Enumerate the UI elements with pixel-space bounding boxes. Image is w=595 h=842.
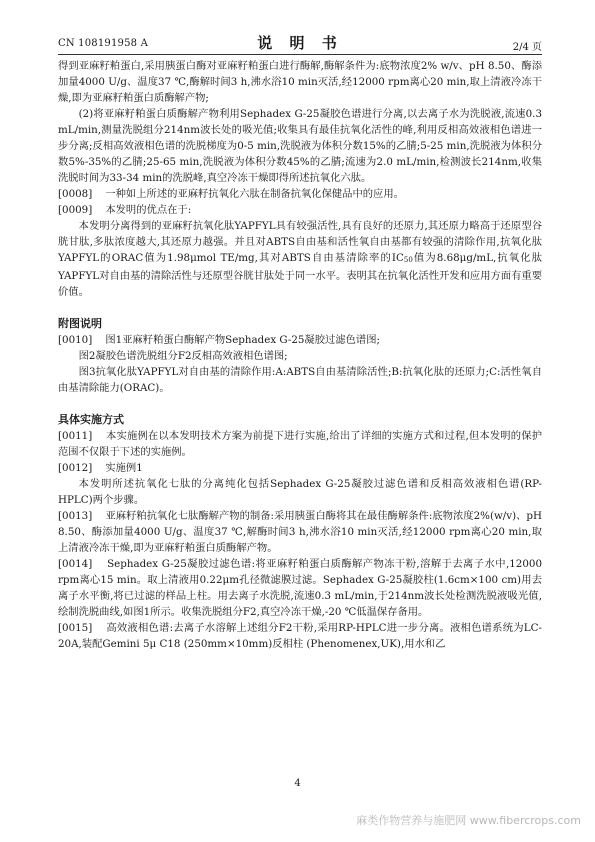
paragraph-0011: [58, 428, 542, 460]
paragraph-0014: [58, 556, 542, 620]
watermark: 麻类作物营养与施肥网 www.fibercrops.com: [356, 814, 581, 827]
paragraph-advantages: [58, 218, 542, 300]
paragraph-0013: [58, 508, 542, 556]
paragraph-text: 一种如上所述的亚麻籽抗氧化六肽在制备抗氧化保健品中的应用。: [105, 188, 404, 200]
paragraph-text: 图1亚麻籽粕蛋白酶解产物Sephadex G-25凝胶过滤色谱图;: [105, 334, 380, 346]
page-number: 4: [294, 778, 301, 789]
paragraph-number: [0015]: [58, 622, 93, 634]
paragraph-0008: [58, 186, 542, 202]
paragraph-text: 亚麻籽粕抗氧化七肽酶解产物的制备:采用胰蛋白酶将其在最佳酶解条件:底物浓度2%(w/v)、pH 8.50、酶添加量4000 U/g、温度37 ℃,解酶时间3 h,沸水浴10 min灭活,经12000 rpm离心20 min,取上清液冷冻干燥,即为亚麻籽粕蛋白质酶解产物。: [58, 510, 542, 554]
publication-number: CN 108191958 A: [58, 38, 149, 49]
ic50-subscript: 50: [403, 256, 413, 264]
paragraph-text: 本实施例在以本发明技术方案为前提下进行实施,给出了详细的实施方式和过程,但本发明的保护范围不仅限于下述的实施例。: [58, 430, 543, 458]
paragraph-number: [0009]: [58, 204, 93, 216]
paragraph-example-1: 本发明所述抗氧化七肽的分离纯化包括Sephadex G-25凝胶过滤色谱和反相高效液相色谱(RP-HPLC)两个步骤。: [58, 478, 542, 506]
paragraph-0010: [58, 332, 542, 348]
paragraph-number: [0011]: [58, 430, 93, 442]
page-header: [58, 28, 542, 52]
paragraph-text: 本发明的优点在于:: [105, 204, 192, 216]
paragraph-0009: [58, 202, 542, 218]
section-heading-embodiments: 具体实施方式: [58, 413, 124, 426]
page-of-total: 2/4 页: [512, 42, 542, 53]
paragraph-number: [0012]: [58, 462, 93, 474]
paragraph-0015: [58, 620, 542, 652]
paragraph-number: [0010]: [58, 334, 93, 346]
section-heading-figures: 附图说明: [58, 317, 102, 330]
document-title: 说 明 书: [257, 34, 343, 52]
advantages-text-a: 本发明分离得到的亚麻籽抗氧化肽YAPFYL具有较强活性,具有良好的还原力,其还原力略高于还原型谷胱甘肽,多肽浓度越大,其还原力越强。并且对ABTS自由基和活性氧自由基都有较强的清除作用,抗氧化肽YAPFYL的ORAC值为1.98μmol TE/mg,其对ABTS自由基清除率的IC: [58, 220, 542, 264]
description-body: [58, 58, 542, 652]
paragraph-text: 实施例1: [105, 462, 143, 474]
paragraph-text: 高效液相色谱:去离子水溶解上述组分F2干粉,采用RP-HPLC进一步分离。液相色谱系统为LC-20A,装配Gemini 5μ C18 (250mm×10mm)反相柱 (Phenomenex,UK),用水和乙: [58, 622, 543, 650]
paragraph-number: [0008]: [58, 188, 93, 200]
header-divider: [58, 54, 542, 55]
paragraph-number: [0014]: [58, 558, 93, 570]
paragraph-step-2: (2)将亚麻籽粕蛋白质酶解产物利用Sephadex G-25凝胶色谱进行分离,以去离子水为洗脱液,流速0.3 mL/min,测量洗脱组分214nm波长处的吸光值;收集具有最佳抗氧化活性的峰,利用反相高效液相色谱进一步分离;反相高效液相色谱的洗脱梯度为0-5 min,洗脱液为体积分数15%的乙腈;5-25 min,洗脱液为体积分数5%-35%的乙腈;25-65 min,洗脱液为体积分数45%的乙腈;流速为2.0 mL/min,检测波长214nm,收集洗脱时间为33-34 min的洗脱峰,真空冷冻干燥即得所述抗氧化六肽。: [58, 108, 542, 184]
advantages-text-b: 值为8.68μg/mL,抗氧化肽YAPFYL对自由基的清除活性与还原型谷胱甘肽处于同一水平。表明其在抗氧化活性开发和应用方面有重要价值。: [58, 252, 542, 298]
paragraph-number: [0013]: [58, 510, 93, 522]
paragraph-continued: 得到亚麻籽粕蛋白,采用胰蛋白酶对亚麻籽粕蛋白进行酶解,酶解条件为:底物浓度2% w/v、pH 8.50、酶添加量4000 U/g、温度37 ℃,酶解时间3 h,沸水浴10 min灭活,经12000 rpm离心20 min,取上清液冷冻干燥,即为亚麻籽粕蛋白质酶解产物;: [58, 60, 542, 104]
paragraph-text: Sephadex G-25凝胶过滤色谱:将亚麻籽粕蛋白质酶解产物冻干粉,溶解于去离子水中,12000 rpm离心15 min。取上清液用0.22μm孔径微滤膜过滤。Sephadex G-25凝胶柱(1.6cm×100 cm)用去离子水平衡,将已过滤的样品上柱。用去离子水洗脱,流速0.3 mL/min,于214nm波长处检测洗脱液吸光值,绘制洗脱曲线,如图1所示。收集洗脱组分F2,真空冷冻干燥,-20 ℃低温保存备用。: [58, 558, 543, 618]
figure-2-caption: 图2凝胶色谱洗脱组分F2反相高效液相色谱图;: [78, 350, 288, 362]
figure-3-caption: 图3抗氧化肽YAPFYL对自由基的清除作用:A:ABTS自由基清除活性;B:抗氧化肽的还原力;C:活性氧自由基清除能力(ORAC)。: [58, 366, 542, 394]
paragraph-0012: [58, 460, 542, 476]
